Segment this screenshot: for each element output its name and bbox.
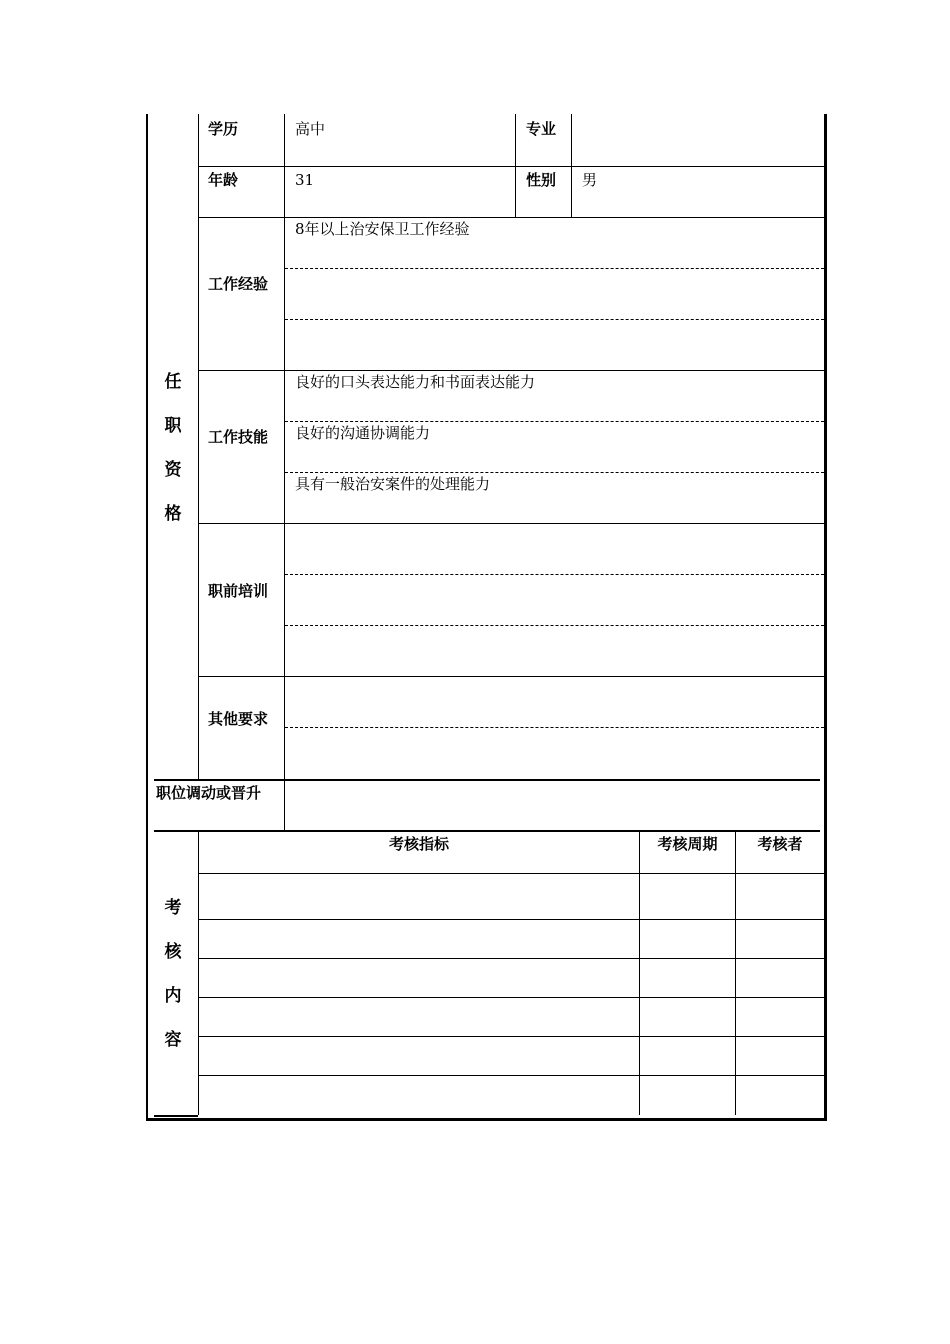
- assessment-section-label: [161, 886, 185, 1062]
- training-label: 职前培训: [208, 582, 269, 600]
- gender-label: 性别: [526, 171, 557, 189]
- section-char: 任: [164, 372, 182, 392]
- section-char: 内: [164, 986, 182, 1006]
- age-value: 31: [295, 171, 315, 189]
- major-label: 专业: [526, 120, 557, 138]
- experience-label: 工作经验: [208, 275, 269, 293]
- age-label: 年龄: [208, 171, 239, 189]
- job-description-table: [146, 114, 827, 1121]
- skills-line: 良好的口头表达能力和书面表达能力: [295, 373, 536, 391]
- hline-assess-row2: [198, 958, 824, 959]
- dash-training-1: [285, 574, 824, 575]
- assessment-indicator-header: 考核指标: [388, 835, 449, 853]
- education-label: 学历: [208, 120, 239, 138]
- section-char: 容: [164, 1030, 182, 1050]
- dash-training-2: [285, 625, 824, 626]
- skills-line: 具有一般治安案件的处理能力: [295, 475, 491, 493]
- separator-qualifications: [154, 779, 820, 781]
- hline-training: [198, 676, 824, 677]
- dash-experience-1: [285, 268, 824, 269]
- gender-value: 男: [582, 171, 598, 189]
- section-char: 职: [164, 416, 182, 436]
- hline-assess-row4: [198, 1036, 824, 1037]
- border-left: [146, 114, 148, 1121]
- other-requirements-label: 其他要求: [208, 710, 269, 728]
- skills-line: 良好的沟通协调能力: [295, 424, 431, 442]
- vline-period: [639, 832, 640, 1115]
- section-char: 格: [164, 504, 182, 524]
- vline-label-col: [198, 114, 199, 779]
- qualifications-section-label: [161, 360, 185, 536]
- section-char: 资: [164, 460, 182, 480]
- skills-label: 工作技能: [208, 428, 269, 446]
- inner-bottom-line: [154, 1115, 198, 1117]
- dash-other-1: [285, 727, 824, 728]
- hline-assess-row1: [198, 919, 824, 920]
- assessment-period-header: 考核周期: [657, 835, 718, 853]
- assessment-assessor-header: 考核者: [757, 835, 803, 853]
- border-right: [824, 114, 827, 1121]
- hline-assess-row5: [198, 1075, 824, 1076]
- dash-skills-1: [285, 421, 824, 422]
- section-char: 核: [164, 942, 182, 962]
- dash-experience-2: [285, 319, 824, 320]
- separator-transfer: [154, 830, 820, 832]
- hline-assess-header: [198, 873, 824, 874]
- hline-assess-row3: [198, 997, 824, 998]
- vline-assessor: [735, 832, 736, 1115]
- hline-skills: [198, 523, 824, 524]
- vline-label-col-lower: [198, 832, 199, 1115]
- dash-skills-2: [285, 472, 824, 473]
- transfer-label: 职位调动或晋升: [156, 784, 262, 802]
- section-char: 考: [164, 898, 182, 918]
- education-value: 高中: [295, 120, 326, 138]
- hline-education: [198, 166, 824, 167]
- experience-line: 8年以上治安保卫工作经验: [295, 220, 470, 238]
- hline-age: [198, 217, 824, 218]
- border-bottom: [146, 1118, 827, 1121]
- hline-experience: [198, 370, 824, 371]
